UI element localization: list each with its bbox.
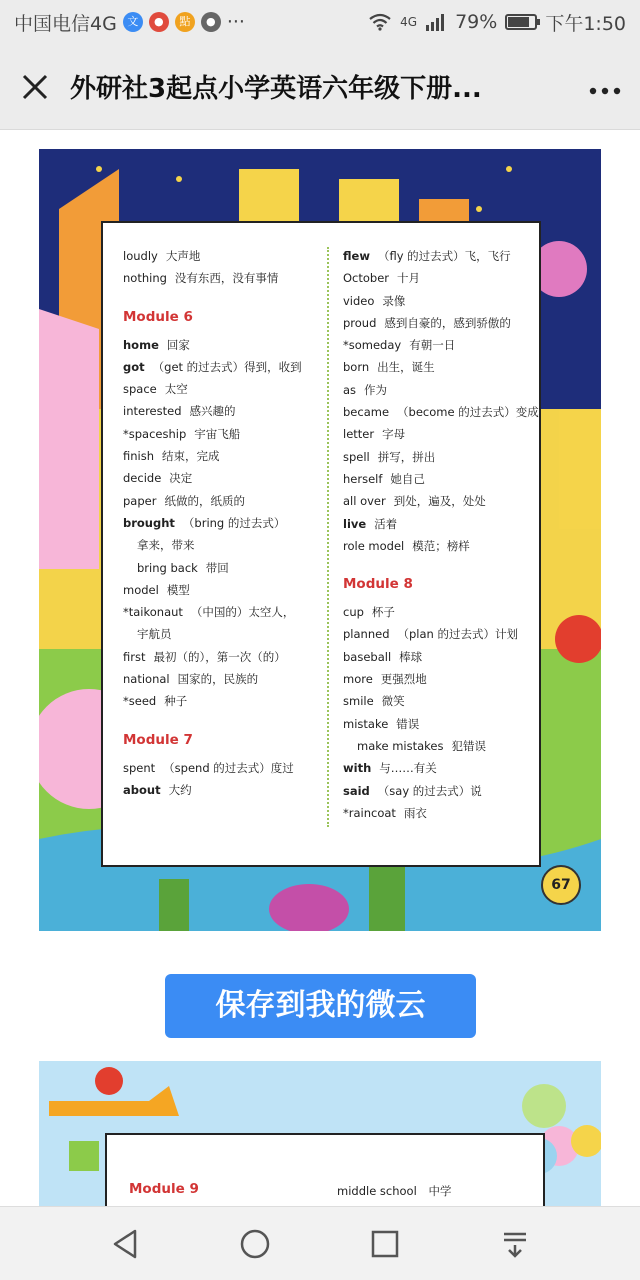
vocab-meaning: 作为: [364, 382, 388, 397]
more-options-button[interactable]: [570, 69, 640, 104]
vocab-word: smile: [343, 694, 374, 709]
vocab-meaning: 犯错误: [451, 738, 486, 753]
vocab-entry: [343, 535, 553, 557]
vocab-word: said: [343, 783, 370, 798]
more-icon: [588, 86, 622, 96]
vocab-entry: [123, 690, 323, 712]
recent-apps-button[interactable]: [355, 1214, 415, 1274]
vocab-entry: [123, 534, 323, 556]
vocab-entry: [343, 713, 553, 735]
vocab-meaning: 她自己: [390, 471, 425, 486]
vocab-entry: [343, 601, 553, 623]
vocab-entry: [343, 757, 553, 779]
vocab-entry: [123, 245, 323, 267]
vocab-meaning: （fly 的过去式）飞，飞行: [377, 249, 511, 263]
vocab-entry: [343, 423, 553, 445]
status-right: [368, 9, 626, 36]
vocab-meaning: 中学: [428, 1184, 452, 1198]
battery-icon: [505, 14, 537, 30]
vocab-meaning: 模范；榜样: [412, 538, 470, 553]
vocabulary-card: [101, 221, 541, 867]
vocab-meaning: 微笑: [381, 694, 405, 709]
home-icon: [239, 1228, 271, 1260]
vocab-meaning: 太空: [164, 382, 188, 397]
vocab-word: born: [343, 360, 370, 375]
recent-apps-icon: [370, 1229, 400, 1259]
vocab-word: *raincoat: [343, 805, 396, 820]
vocab-entry: [123, 579, 323, 601]
app-notification-icon: 文: [123, 12, 143, 32]
status-left: [14, 9, 245, 36]
vocab-word: letter: [343, 427, 375, 442]
vocab-word: role model: [343, 538, 405, 553]
vocab-entry: [343, 312, 553, 334]
vocab-entry: [123, 400, 323, 422]
vocab-entry: [343, 446, 553, 468]
vocab-meaning: 结束，完成: [162, 449, 220, 464]
notification-shade-button[interactable]: [485, 1214, 545, 1274]
column-divider: [327, 247, 329, 827]
vocab-word: got: [123, 359, 145, 374]
vocab-meaning: 宇航员: [137, 627, 172, 642]
status-bar: [0, 0, 640, 44]
module-heading: Module 9: [129, 1181, 199, 1197]
vocab-word: October: [343, 271, 390, 286]
vocab-word: mistake: [343, 716, 389, 731]
vocab-entry: [123, 267, 323, 289]
vocab-word: herself: [343, 471, 383, 486]
vocab-word: more: [343, 672, 373, 687]
vocab-meaning: 有朝一日: [409, 338, 456, 353]
vocab-entry: [343, 623, 553, 645]
vocab-entry: [343, 401, 553, 423]
vocab-entry: [343, 290, 553, 312]
vocabulary-left-column: [123, 245, 323, 801]
back-button[interactable]: [95, 1214, 155, 1274]
vocab-word: brought: [123, 515, 175, 530]
vocab-meaning: 带回: [205, 560, 229, 575]
vocab-word: *someday: [343, 338, 402, 353]
vocab-word: finish: [123, 449, 155, 464]
vocab-meaning: 杯子: [371, 605, 395, 620]
vocab-entry: [123, 334, 323, 356]
vocab-word: nothing: [123, 271, 167, 286]
carrier-label: 中国电信4G: [14, 12, 117, 35]
vocab-meaning: 错误: [396, 716, 420, 731]
module-heading: Module 6: [123, 308, 193, 325]
vocab-word: planned: [343, 627, 390, 642]
vocab-word: bring back: [137, 560, 198, 575]
vocab-word: space: [123, 382, 157, 397]
vocab-word: spent: [123, 760, 156, 775]
page-number: 67: [541, 865, 581, 905]
vocab-entry: [337, 1183, 451, 1199]
vocab-entry: [123, 378, 323, 400]
vocab-meaning: 种子: [164, 694, 188, 709]
vocab-word: national: [123, 672, 170, 687]
vocab-meaning: 没有东西，没有事情: [174, 271, 279, 286]
vocab-meaning: （spend 的过去式）度过: [163, 760, 294, 775]
vocab-entry: [123, 557, 323, 579]
vocab-meaning: （become 的过去式）变成: [397, 405, 539, 420]
back-icon: [110, 1228, 140, 1260]
vocab-entry: [123, 779, 323, 801]
vocab-word: flew: [343, 249, 370, 263]
vocab-word: *seed: [123, 694, 157, 709]
textbook-page-image: [39, 149, 601, 931]
vocab-entry: [123, 445, 323, 467]
network-type-label: 4G: [400, 15, 418, 29]
message-icon: ●: [201, 12, 221, 32]
vocab-entry: [343, 334, 553, 356]
vocab-entry: [123, 757, 323, 779]
vocab-entry: [343, 780, 553, 802]
vocab-meaning: 出生，诞生: [377, 360, 435, 375]
page-title: 外研社3起点小学英语六年级下册...: [70, 74, 482, 104]
article-content[interactable]: [0, 130, 640, 1206]
vocab-meaning: 模型: [166, 582, 190, 597]
vocab-word: loudly: [123, 249, 158, 263]
vocab-meaning: 纸做的，纸质的: [164, 493, 245, 508]
vocab-word: became: [343, 405, 390, 420]
vocab-word: as: [343, 382, 357, 397]
vocab-meaning: 拼写，拼出: [377, 449, 436, 464]
vocabulary-right-column: [343, 245, 553, 824]
vocab-entry: [123, 646, 323, 668]
close-icon: [21, 73, 49, 101]
vocab-word: about: [123, 782, 161, 797]
vocab-meaning: （中国的）太空人，: [190, 605, 295, 620]
vocab-word: middle school: [337, 1184, 417, 1198]
module-heading: Module 8: [343, 576, 413, 593]
vocab-word: video: [343, 293, 375, 308]
vocab-meaning: （plan 的过去式）计划: [397, 627, 518, 642]
signal-icon: [425, 13, 447, 31]
vocab-entry: [343, 646, 553, 668]
vocab-meaning: 宇宙飞船: [194, 426, 241, 441]
vocab-entry: [343, 245, 553, 267]
module-heading: Module 7: [123, 731, 193, 748]
close-button[interactable]: [0, 44, 70, 130]
app-notification-icon: 點: [175, 12, 195, 32]
vocab-meaning: 活着: [374, 516, 398, 531]
vocab-word: first: [123, 649, 146, 664]
vocab-word: decide: [123, 471, 162, 486]
vocab-meaning: 最初（的），第一次（的）: [153, 649, 286, 664]
home-button[interactable]: [225, 1214, 285, 1274]
vocab-word: with: [343, 761, 372, 776]
vocab-meaning: 到处，遍及，处处: [393, 494, 486, 509]
vocab-entry: [343, 468, 553, 490]
wifi-icon: [368, 13, 392, 31]
vocab-entry: [343, 490, 553, 512]
vocab-meaning: 棒球: [399, 649, 423, 664]
vocab-word: interested: [123, 404, 182, 419]
vocab-word: proud: [343, 315, 377, 330]
vocab-word: baseball: [343, 649, 392, 664]
vocab-word: home: [123, 337, 159, 352]
vocab-entry: [343, 802, 553, 824]
textbook-page-image-2: [39, 1061, 601, 1206]
vocab-meaning: 十月: [397, 271, 421, 286]
vocab-word: all over: [343, 494, 386, 509]
more-notifications-icon: ···: [226, 11, 245, 33]
vocab-entry: [123, 490, 323, 512]
vocab-word: *spaceship: [123, 426, 187, 441]
vocab-entry: [123, 601, 323, 623]
vocab-word: make mistakes: [357, 738, 444, 753]
vocab-meaning: 感兴趣的: [189, 404, 236, 419]
vocab-entry: [123, 356, 323, 378]
vocab-meaning: 大声地: [165, 249, 201, 263]
vocab-meaning: 拿来，带来: [137, 538, 195, 553]
vocab-word: model: [123, 582, 159, 597]
vocab-meaning: 回家: [166, 337, 190, 352]
vocabulary-card-2: [105, 1133, 545, 1206]
vocab-meaning: 感到自豪的，感到骄傲的: [384, 315, 511, 330]
vocab-entry: [343, 513, 553, 535]
vocab-meaning: 大约: [168, 782, 192, 797]
vocab-word: live: [343, 516, 367, 531]
pull-down-icon: [500, 1229, 530, 1259]
vocab-meaning: （bring 的过去式）: [182, 515, 286, 530]
vocab-entry: [123, 512, 323, 534]
vocab-entry: [123, 623, 323, 645]
vocab-meaning: 与……有关: [379, 761, 437, 776]
vocab-meaning: 国家的，民族的: [177, 672, 259, 687]
vocab-entry: [123, 467, 323, 489]
vocab-entry: [343, 379, 553, 401]
vocab-meaning: （get 的过去式）得到，收到: [152, 359, 302, 374]
vocab-entry: [343, 267, 553, 289]
system-nav-bar: [0, 1206, 640, 1280]
vocab-meaning: （say 的过去式）说: [377, 783, 482, 798]
vocab-meaning: 字母: [382, 427, 406, 442]
vocab-word: cup: [343, 605, 364, 620]
save-to-weiyun-button[interactable]: 保存到我的微云: [165, 974, 476, 1038]
vocab-word: spell: [343, 449, 370, 464]
vocab-entry: [123, 668, 323, 690]
vocab-meaning: 更强烈地: [380, 672, 427, 687]
app-notification-icon: ●: [149, 12, 169, 32]
vocab-meaning: 录像: [382, 293, 406, 308]
vocab-entry: [343, 356, 553, 378]
battery-percent: 79%: [455, 11, 498, 33]
title-bar: [0, 44, 640, 130]
vocab-entry: [343, 690, 553, 712]
vocab-word: paper: [123, 493, 157, 508]
vocab-word: *taikonaut: [123, 605, 183, 620]
vocab-meaning: 决定: [169, 471, 193, 486]
clock: 下午1:50: [545, 12, 626, 35]
vocab-meaning: 雨衣: [403, 805, 427, 820]
vocab-entry: [343, 735, 553, 757]
vocab-entry: [343, 668, 553, 690]
vocab-entry: [123, 423, 323, 445]
